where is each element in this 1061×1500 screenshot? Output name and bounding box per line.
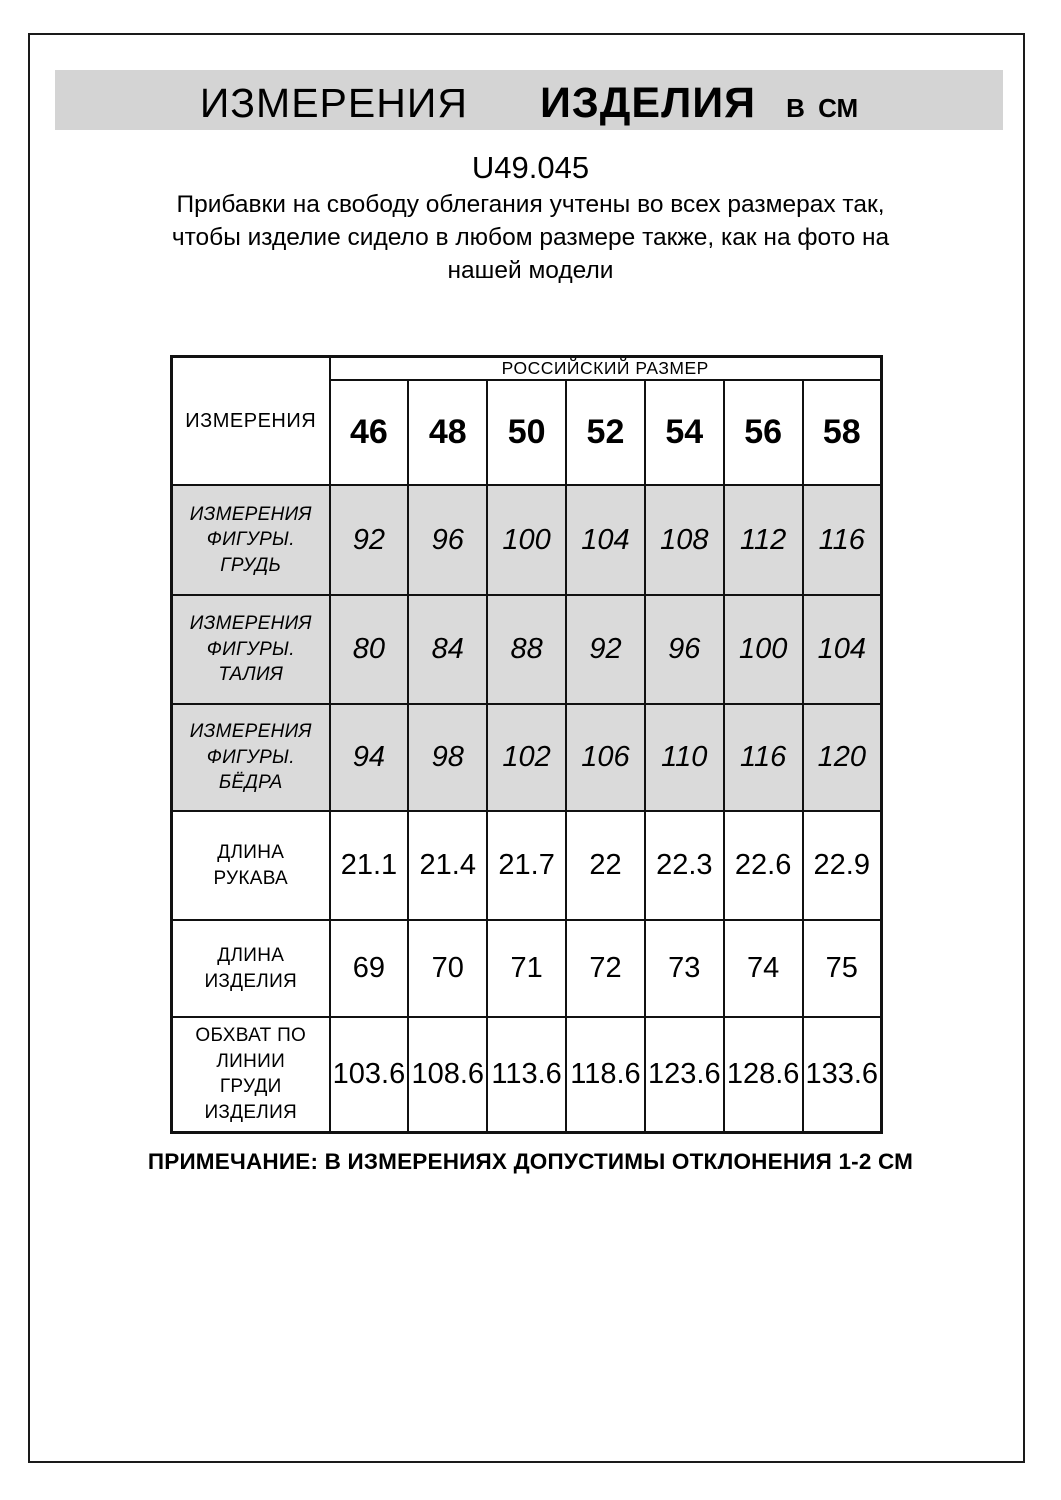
value-cell: 103.6 bbox=[330, 1017, 409, 1132]
subtitle-text bbox=[0, 188, 1061, 287]
table-row bbox=[172, 1017, 882, 1132]
value-cell: 84 bbox=[408, 595, 487, 704]
value-cell: 118.6 bbox=[566, 1017, 645, 1132]
value-cell: 22.3 bbox=[645, 811, 724, 920]
table-row bbox=[172, 704, 882, 811]
table-row bbox=[172, 811, 882, 920]
size-cell: 54 bbox=[645, 380, 724, 485]
value-cell: 92 bbox=[566, 595, 645, 704]
row-label: ИЗМЕРЕНИЯ ФИГУРЫ. ГРУДЬ bbox=[172, 485, 330, 595]
size-cell: 46 bbox=[330, 380, 409, 485]
value-cell: 96 bbox=[645, 595, 724, 704]
value-cell: 133.6 bbox=[803, 1017, 882, 1132]
value-cell: 92 bbox=[330, 485, 409, 595]
value-cell: 120 bbox=[803, 704, 882, 811]
value-cell: 104 bbox=[803, 595, 882, 704]
title-bar bbox=[55, 70, 1003, 130]
table-row bbox=[172, 920, 882, 1017]
value-cell: 112 bbox=[724, 485, 803, 595]
value-cell: 100 bbox=[487, 485, 566, 595]
value-cell: 94 bbox=[330, 704, 409, 811]
row-label: ДЛИНА РУКАВА bbox=[172, 811, 330, 920]
size-cell: 50 bbox=[487, 380, 566, 485]
value-cell: 100 bbox=[724, 595, 803, 704]
value-cell: 108 bbox=[645, 485, 724, 595]
value-cell: 22.9 bbox=[803, 811, 882, 920]
size-cell: 58 bbox=[803, 380, 882, 485]
article-number: U49.045 bbox=[471, 150, 590, 185]
table-header-row bbox=[172, 357, 882, 381]
value-cell: 108.6 bbox=[408, 1017, 487, 1132]
row-label: ОБХВАТ ПО ЛИНИИ ГРУДИ ИЗДЕЛИЯ bbox=[172, 1017, 330, 1132]
table-row bbox=[172, 485, 882, 595]
value-cell: 72 bbox=[566, 920, 645, 1017]
value-cell: 21.1 bbox=[330, 811, 409, 920]
value-cell: 71 bbox=[487, 920, 566, 1017]
size-cell: 56 bbox=[724, 380, 803, 485]
title-word-izdeliya: ИЗДЕЛИЯ bbox=[539, 79, 757, 127]
value-cell: 88 bbox=[487, 595, 566, 704]
value-cell: 98 bbox=[408, 704, 487, 811]
row-label: ДЛИНА ИЗДЕЛИЯ bbox=[172, 920, 330, 1017]
corner-header-cell: ИЗМЕРЕНИЯ bbox=[172, 357, 330, 486]
value-cell: 110 bbox=[645, 704, 724, 811]
subtitle-line: чтобы изделие сидело в любом размере также, как на фото на bbox=[171, 224, 890, 251]
value-cell: 102 bbox=[487, 704, 566, 811]
value-cell: 22 bbox=[566, 811, 645, 920]
value-cell: 74 bbox=[724, 920, 803, 1017]
row-label: ИЗМЕРЕНИЯ ФИГУРЫ. ТАЛИЯ bbox=[172, 595, 330, 704]
row-label: ИЗМЕРЕНИЯ ФИГУРЫ. БЁДРА bbox=[172, 704, 330, 811]
title-unit-cm: В СМ bbox=[786, 93, 859, 123]
value-cell: 113.6 bbox=[487, 1017, 566, 1132]
value-cell: 96 bbox=[408, 485, 487, 595]
title-word-izmereniya: ИЗМЕРЕНИЯ bbox=[199, 80, 468, 126]
size-chart-table bbox=[170, 355, 883, 1134]
russian-size-header-cell: РОССИЙСКИЙ РАЗМЕР bbox=[330, 357, 882, 381]
value-cell: 80 bbox=[330, 595, 409, 704]
value-cell: 69 bbox=[330, 920, 409, 1017]
subtitle-line: нашей модели bbox=[447, 257, 614, 284]
value-cell: 73 bbox=[645, 920, 724, 1017]
value-cell: 22.6 bbox=[724, 811, 803, 920]
value-cell: 116 bbox=[803, 485, 882, 595]
subtitle-line: Прибавки на свободу облегания учтены во всех размерах так, bbox=[176, 191, 885, 218]
value-cell: 70 bbox=[408, 920, 487, 1017]
value-cell: 106 bbox=[566, 704, 645, 811]
size-cell: 48 bbox=[408, 380, 487, 485]
value-cell: 75 bbox=[803, 920, 882, 1017]
table-row bbox=[172, 595, 882, 704]
value-cell: 116 bbox=[724, 704, 803, 811]
value-cell: 128.6 bbox=[724, 1017, 803, 1132]
value-cell: 104 bbox=[566, 485, 645, 595]
size-cell: 52 bbox=[566, 380, 645, 485]
value-cell: 21.7 bbox=[487, 811, 566, 920]
value-cell: 21.4 bbox=[408, 811, 487, 920]
value-cell: 123.6 bbox=[645, 1017, 724, 1132]
note-text: ПРИМЕЧАНИЕ: В ИЗМЕРЕНИЯХ ДОПУСТИМЫ ОТКЛОНЕНИЯ 1-2 СМ bbox=[147, 1149, 914, 1174]
